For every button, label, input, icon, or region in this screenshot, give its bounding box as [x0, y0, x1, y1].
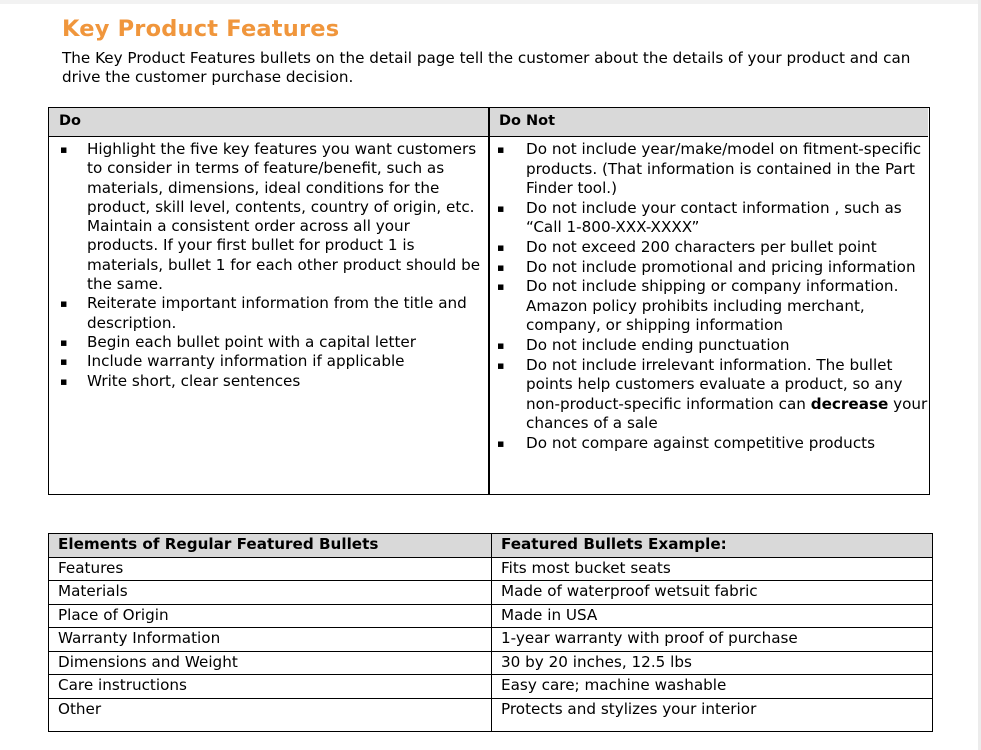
do-list: [49, 140, 487, 391]
table-row: [49, 628, 933, 652]
text-segment: your chances of a sale: [526, 394, 928, 433]
do-item-text: Include warranty information if applicable: [87, 352, 405, 371]
table-row: [49, 698, 933, 731]
do-not-list-item: [489, 238, 929, 258]
table-row: [49, 557, 933, 581]
example-column-header: Featured Bullets Example:: [492, 534, 933, 558]
table-header-row: [49, 534, 933, 558]
bullet-icon: ▪: [497, 201, 505, 215]
element-cell: Features: [49, 557, 492, 581]
do-item-text: Write short, clear sentences: [87, 371, 301, 390]
bullet-icon: ▪: [60, 355, 68, 369]
emphasis-text: decrease: [810, 394, 889, 413]
element-cell: Dimensions and Weight: [49, 651, 492, 675]
bullet-icon: ▪: [60, 335, 68, 349]
do-not-item-text: Do not include ending punctuation: [526, 335, 790, 354]
do-not-list-item: [489, 140, 929, 199]
bullet-icon: ▪: [497, 358, 505, 372]
table-row: [49, 651, 933, 675]
bullet-icon: ▪: [497, 143, 505, 156]
table-row: [49, 604, 933, 628]
do-not-item-text: Do not include shipping or company information. Amazon policy prohibits including merchant, company, or shipping information: [526, 277, 899, 335]
element-cell: Place of Origin: [49, 604, 492, 628]
elements-column-header: Elements of Regular Featured Bullets: [49, 534, 492, 558]
do-not-list-item: [489, 356, 929, 434]
featured-bullets-table: [48, 533, 933, 732]
example-cell: Fits most bucket seats: [492, 557, 933, 581]
element-cell: Care instructions: [49, 675, 492, 699]
page-title: Key Product Features: [62, 16, 340, 42]
do-not-header: Do Not: [489, 108, 928, 137]
do-not-list-item: [489, 434, 929, 454]
do-not-list-item: [489, 336, 929, 356]
bullet-icon: ▪: [60, 143, 68, 156]
intro-paragraph: The Key Product Features bullets on the detail page tell the customer about the details of your product and can drive the customer purchase decision.: [62, 49, 911, 86]
do-not-item-text: Do not include promotional and pricing information: [526, 257, 916, 276]
bullet-icon: ▪: [497, 436, 505, 450]
do-item-text: Highlight the five key features you want customers to consider in terms of feature/benefit, such as materials, dimensions, ideal conditions for the product, skill level, contents, country of origin, etc. Maintain a consistent order across all your products. If your first bullet for product 1 is materials, bullet 1 for each other product should be the same.: [87, 140, 481, 294]
do-not-item-text: Do not compare against competitive products: [526, 433, 876, 452]
element-cell: Materials: [49, 581, 492, 605]
do-not-list-item: [489, 277, 929, 336]
do-item-text: Begin each bullet point with a capital letter: [87, 332, 416, 351]
do-dont-table: [48, 107, 930, 495]
do-list-item: [49, 333, 487, 352]
do-list-item: [49, 352, 487, 371]
do-not-item-text: [526, 356, 929, 434]
bullet-icon: ▪: [497, 338, 505, 352]
table-row: [49, 675, 933, 699]
page-top-edge: [0, 0, 981, 4]
do-not-list-item: [489, 199, 929, 238]
text-segment: Do not include irrelevant information. The bullet points help customers evaluate a product, so any non-product-specific information can: [526, 355, 903, 413]
example-cell: Protects and stylizes your interior: [492, 698, 933, 731]
do-item-text: Reiterate important information from the title and description.: [87, 294, 467, 332]
element-cell: Warranty Information: [49, 628, 492, 652]
do-not-list-item: [489, 258, 929, 278]
bullet-icon: ▪: [497, 240, 505, 254]
example-cell: 30 by 20 inches, 12.5 lbs: [492, 651, 933, 675]
do-header: Do: [49, 108, 489, 137]
do-not-list: [489, 140, 929, 454]
do-not-item-text: Do not include year/make/model on fitment-specific products. (That information is contained in the Part Finder tool.): [526, 140, 922, 198]
element-cell: Other: [49, 698, 492, 731]
do-list-item: [49, 294, 487, 333]
example-cell: Made in USA: [492, 604, 933, 628]
do-list-item: [49, 140, 487, 294]
bullet-icon: ▪: [60, 374, 68, 388]
bullet-icon: ▪: [497, 280, 505, 294]
example-cell: 1-year warranty with proof of purchase: [492, 628, 933, 652]
bullet-icon: ▪: [60, 297, 68, 311]
bullet-icon: ▪: [497, 260, 505, 274]
example-cell: Made of waterproof wetsuit fabric: [492, 581, 933, 605]
table-row: [49, 581, 933, 605]
do-not-item-text: Do not exceed 200 characters per bullet point: [526, 237, 877, 256]
do-not-item-text: Do not include your contact information , such as “Call 1-800-XXX-XXXX”: [526, 198, 902, 237]
example-cell: Easy care; machine washable: [492, 675, 933, 699]
do-list-item: [49, 372, 487, 391]
